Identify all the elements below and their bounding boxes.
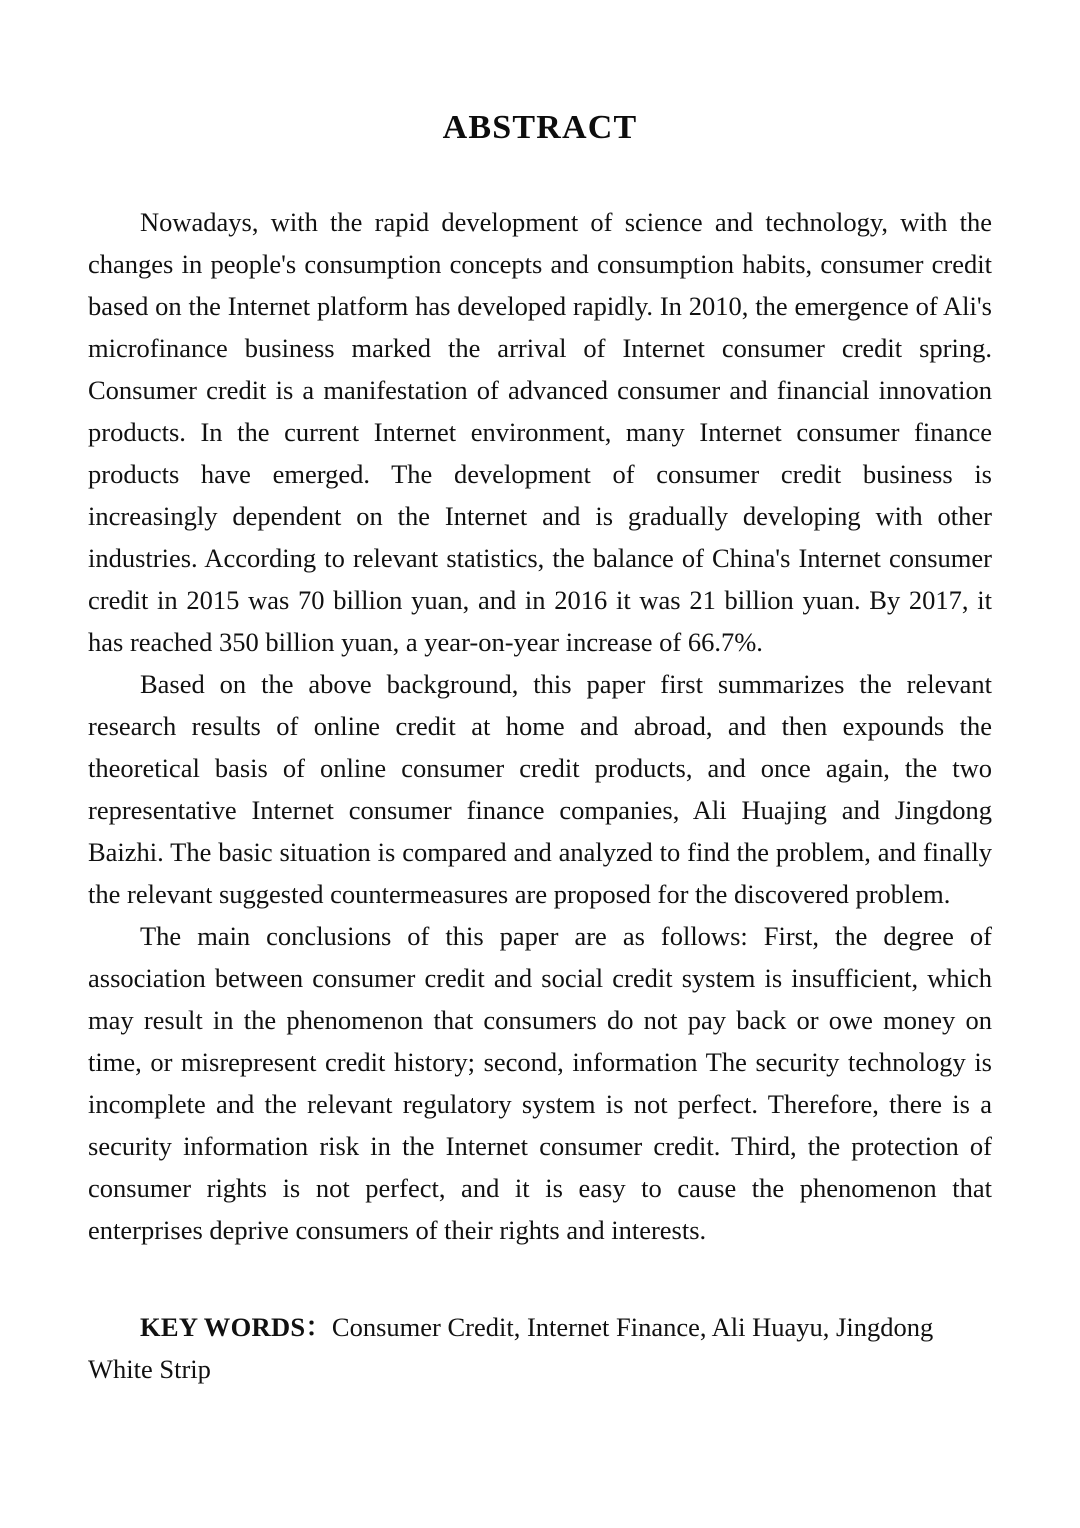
abstract-body xyxy=(88,201,992,1251)
abstract-paragraph-3: The main conclusions of this paper are as follows: First, the degree of association between consumer credit and social credit system is insufficient, which may result in the phenomenon that consumers do not pay back or owe money on time, or misrepresent credit history; second, information The security technology is incomplete and the relevant regulatory system is not perfect. Therefore, there is a security information risk in the Internet consumer credit. Third, the protection of consumer rights is not perfect, and it is easy to cause the phenomenon that enterprises deprive consumers of their rights and interests. xyxy=(88,920,992,1245)
keywords-values: Consumer Credit, Internet Finance, Ali Huayu, Jingdong White Strip xyxy=(88,1311,934,1384)
abstract-paragraph-1: Nowadays, with the rapid development of science and technology, with the changes in people's consumption concepts and consumption habits, consumer credit based on the Internet platform has developed rapidly. In 2010, the emergence of Ali's microfinance business marked the arrival of Internet consumer credit spring. Consumer credit is a manifestation of advanced consumer and financial innovation products. In the current Internet environment, many Internet consumer finance products have emerged. The development of consumer credit business is increasingly dependent on the Internet and is gradually developing with other industries. According to relevant statistics, the balance of China's Internet consumer credit in 2015 was 70 billion yuan, and in 2016 it was 21 billion yuan. By 2017, it has reached 350 billion yuan, a year-on-year increase of 66.7%. xyxy=(88,206,992,657)
page-title: ABSTRACT xyxy=(442,109,638,146)
keywords-line xyxy=(88,1306,992,1390)
keywords-label: KEY WORDS xyxy=(140,1311,306,1342)
keywords-section xyxy=(88,1306,992,1390)
keywords-colon: ： xyxy=(305,1311,332,1342)
abstract-paragraph-2: Based on the above background, this paper first summarizes the relevant research results of online credit at home and abroad, and then expounds the theoretical basis of online consumer credit products, and once again, the two representative Internet consumer finance companies, Ali Huajing and Jingdong Baizhi. The basic situation is compared and analyzed to find the problem, and finally the relevant suggested countermeasures are proposed for the discovered problem. xyxy=(88,668,992,909)
